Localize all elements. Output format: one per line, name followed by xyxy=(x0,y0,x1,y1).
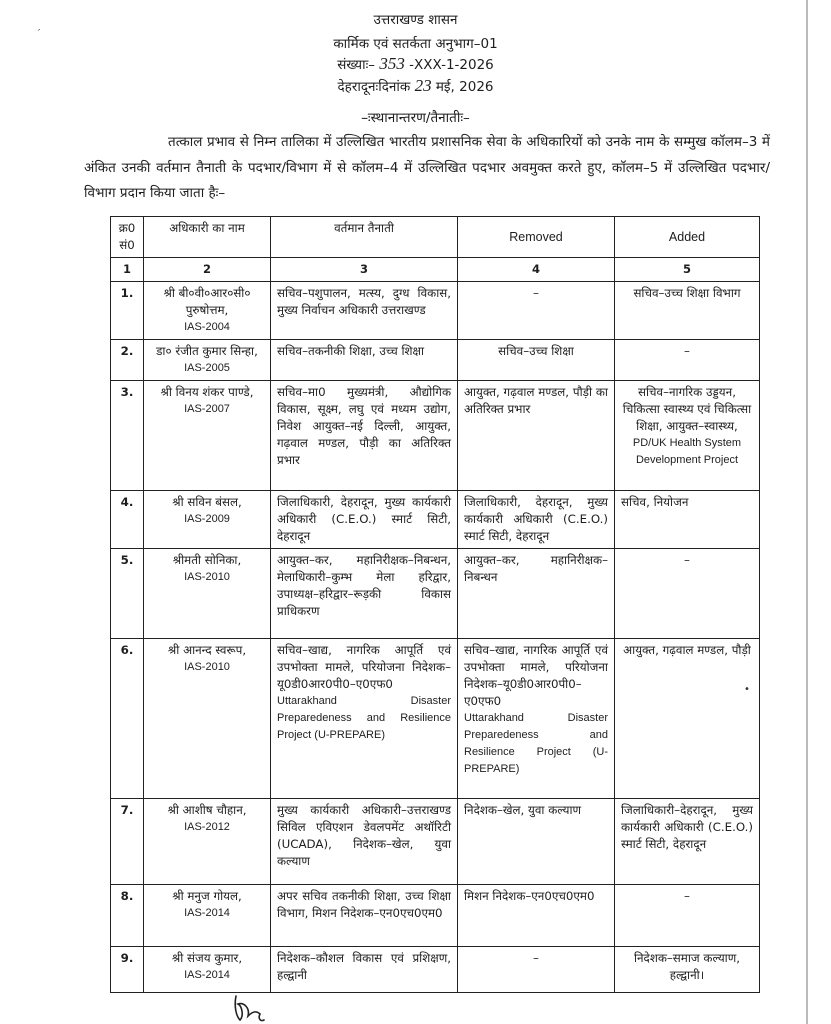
removed-charge: निदेशक–खेल, युवा कल्याण xyxy=(458,799,615,885)
header-removed: Removed xyxy=(458,217,615,258)
current-posting-hindi: सचिव–खाद्य, नागरिक आपूर्ति एवं उपभोक्ता मामले, परियोजना निदेशक–यू0डी0आर0पी0–ए0एफ0 xyxy=(277,643,451,691)
header-added: Added xyxy=(615,217,760,258)
officer-name: श्री आनन्द स्वरूप, xyxy=(167,643,247,657)
current-posting: निदेशक–कौशल विकास एवं प्रशिक्षण, हल्द्वानी xyxy=(271,947,458,993)
table-row xyxy=(111,639,760,799)
officer-cell xyxy=(144,549,271,639)
added-charge: निदेशक–समाज कल्याण, हल्द्वानी। xyxy=(615,947,760,993)
officer-cell xyxy=(144,885,271,947)
officer-cell xyxy=(144,340,271,381)
initials-signature xyxy=(230,990,270,1024)
officer-cell xyxy=(144,491,271,549)
row-sn: 3. xyxy=(111,381,144,491)
current-posting: जिलाधिकारी, देहरादून, मुख्य कार्यकारी अधिकारी (C.E.O.) स्मार्ट सिटी, देहरादून xyxy=(271,491,458,549)
current-posting: आयुक्त–कर, महानिरीक्षक–निबन्धन, मेलाधिकारी–कुम्भ मेला हरिद्वार, उपाध्यक्ष–हरिद्वार–रूड़की विकास प्राधिकरण xyxy=(271,549,458,639)
letter-date xyxy=(0,76,831,96)
current-posting: सचिव–पशुपालन, मत्स्य, दुग्ध विकास, मुख्य निर्वाचन अधिकारी उत्तराखण्ड xyxy=(271,282,458,340)
date-suffix: मई, 2026 xyxy=(435,79,494,95)
row-sn: 7. xyxy=(111,799,144,885)
removed-charge: जिलाधिकारी, देहरादून, मुख्य कार्यकारी अधिकारी (C.E.O.) स्मार्ट सिटी, देहरादून xyxy=(458,491,615,549)
officer-cell xyxy=(144,799,271,885)
row-sn: 6. xyxy=(111,639,144,799)
current-posting: मुख्य कार्यकारी अधिकारी–उत्तराखण्ड सिविल एविएशन डेवलपमेंट अथॉरिटी (UCADA), निदेशक–खेल, युवा कल्याण xyxy=(271,799,458,885)
letter-number-label: संख्याः– xyxy=(337,57,376,73)
officer-batch: IAS-2007 xyxy=(184,403,230,415)
officer-batch: IAS-2012 xyxy=(184,821,230,833)
col-number: 3 xyxy=(271,258,458,282)
removed-charge-english: Uttarakhand Disaster Preparedeness and Resilience Project (U-PREPARE) xyxy=(464,712,608,775)
removed-charge: – xyxy=(458,282,615,340)
officer-name: श्री विनय शंकर पाण्डे, xyxy=(160,385,254,399)
row-sn: 1. xyxy=(111,282,144,340)
officer-name: श्री सविन बंसल, xyxy=(172,495,242,509)
letter-number-handwritten: 353 xyxy=(379,54,405,73)
row-sn: 2. xyxy=(111,340,144,381)
header-current: वर्तमान तैनाती xyxy=(271,217,458,258)
current-posting: सचिव–तकनीकी शिक्षा, उच्च शिक्षा xyxy=(271,340,458,381)
added-charge: – xyxy=(615,340,760,381)
added-charge: जिलाधिकारी–देहरादून, मुख्य कार्यकारी अधिकारी (C.E.O.) स्मार्ट सिटी, देहरादून xyxy=(615,799,760,885)
added-charge: आयुक्त, गढ़वाल मण्डल, पौड़ी xyxy=(615,639,760,799)
transfer-table xyxy=(110,216,760,993)
officer-name: श्री मनुज गोयल, xyxy=(172,889,242,903)
officer-batch: IAS-2010 xyxy=(184,571,230,583)
officer-cell xyxy=(144,947,271,993)
scan-edge-line xyxy=(806,0,808,1024)
officer-batch: IAS-2004 xyxy=(184,321,230,333)
officer-batch: IAS-2014 xyxy=(184,969,230,981)
table-row xyxy=(111,491,760,549)
scan-mark: ′ xyxy=(38,28,41,39)
table-row xyxy=(111,282,760,340)
officer-batch: IAS-2009 xyxy=(184,513,230,525)
current-posting: सचिव–मा0 मुख्यमंत्री, औद्योगिक विकास, सूक्ष्म, लघु एवं मध्यम उद्योग, निवेश आयुक्त–नई दिल्ली, आयुक्त, गढ़वाल मण्डल, पौड़ी का अतिरिक्त प्रभार xyxy=(271,381,458,491)
column-number-row xyxy=(111,258,760,282)
added-charge: सचिव–उच्च शिक्षा विभाग xyxy=(615,282,760,340)
current-posting-english: Uttarakhand Disaster Preparedeness and Resilience Project (U-PREPARE) xyxy=(277,695,451,741)
added-charge-hindi: सचिव–नागरिक उड्डयन, चिकित्सा स्वास्थ्य एवं चिकित्सा शिक्षा, आयुक्त–स्वास्थ्य, xyxy=(622,385,752,433)
table-row xyxy=(111,381,760,491)
date-handwritten: 23 xyxy=(414,76,432,95)
header-section: कार्मिक एवं सतर्कता अनुभाग–01 xyxy=(333,36,498,52)
removed-charge: आयुक्त–कर, महानिरीक्षक–निबन्धन xyxy=(458,549,615,639)
officer-cell xyxy=(144,381,271,491)
officer-batch: IAS-2010 xyxy=(184,661,230,673)
officer-name: श्री आशीष चौहान, xyxy=(167,803,247,817)
date-prefix: देहरादूनःदिनांक xyxy=(337,79,411,95)
officer-name: श्री बी०वी०आर०सी० पुरुषोत्तम, xyxy=(163,286,251,317)
row-sn: 8. xyxy=(111,885,144,947)
col-number: 5 xyxy=(615,258,760,282)
col-number: 4 xyxy=(458,258,615,282)
added-charge: – xyxy=(615,549,760,639)
added-charge xyxy=(615,381,760,491)
officer-name: डा० रंजीत कुमार सिन्हा, xyxy=(156,344,258,358)
officer-name: श्री संजय कुमार, xyxy=(171,951,243,965)
current-posting: अपर सचिव तकनीकी शिक्षा, उच्च शिक्षा विभाग, मिशन निदेशक–एन0एच0एम0 xyxy=(271,885,458,947)
letter-number xyxy=(0,54,831,74)
table-row xyxy=(111,799,760,885)
officer-cell xyxy=(144,282,271,340)
header-government: उत्तराखण्ड शासन xyxy=(373,12,458,28)
scan-dot: • xyxy=(744,684,750,695)
table-row xyxy=(111,947,760,993)
added-charge: सचिव, नियोजन xyxy=(615,491,760,549)
table-header-row xyxy=(111,217,760,258)
header-sn: क्र0 सं0 xyxy=(111,217,144,258)
letter-number-suffix: -XXX-1-2026 xyxy=(409,57,494,73)
removed-charge: – xyxy=(458,947,615,993)
removed-charge xyxy=(458,639,615,799)
removed-charge: आयुक्त, गढ़वाल मण्डल, पौड़ी का अतिरिक्त प्रभार xyxy=(458,381,615,491)
row-sn: 9. xyxy=(111,947,144,993)
officer-name: श्रीमती सोनिका, xyxy=(172,553,242,567)
row-sn: 5. xyxy=(111,549,144,639)
order-paragraph: तत्काल प्रभाव से निम्न तालिका में उल्लिखित भारतीय प्रशासनिक सेवा के अधिकारियों को उनके नाम के सम्मुख कॉलम–3 में अंकित उनकी वर्तमान तैनाती के पदभार/विभाग में से कॉलम–4 में उल्लिखित पदभार अवमुक्त करते हुए, कॉलम–5 में उल्लिखित पदभार/विभाग प्रदान किया जाता हैः– xyxy=(84,134,770,201)
col-number: 2 xyxy=(144,258,271,282)
added-charge-english: PD/UK Health System Development Project xyxy=(632,437,742,466)
removed-charge: मिशन निदेशक–एन0एच0एम0 xyxy=(458,885,615,947)
removed-charge: सचिव–उच्च शिक्षा xyxy=(458,340,615,381)
row-sn: 4. xyxy=(111,491,144,549)
officer-cell xyxy=(144,639,271,799)
header-name: अधिकारी का नाम xyxy=(144,217,271,258)
subject-line: –ःस्थानान्तरण/तैनातीः– xyxy=(361,110,470,126)
col-number: 1 xyxy=(111,258,144,282)
added-charge: – xyxy=(615,885,760,947)
removed-charge-hindi: सचिव–खाद्य, नागरिक आपूर्ति एवं उपभोक्ता मामले, परियोजना निदेशक–यू0डी0आर0पी0–ए0एफ0 xyxy=(464,643,608,708)
current-posting xyxy=(271,639,458,799)
table-row xyxy=(111,340,760,381)
officer-batch: IAS-2014 xyxy=(184,907,230,919)
table-row xyxy=(111,885,760,947)
table-row xyxy=(111,549,760,639)
officer-batch: IAS-2005 xyxy=(184,362,230,374)
